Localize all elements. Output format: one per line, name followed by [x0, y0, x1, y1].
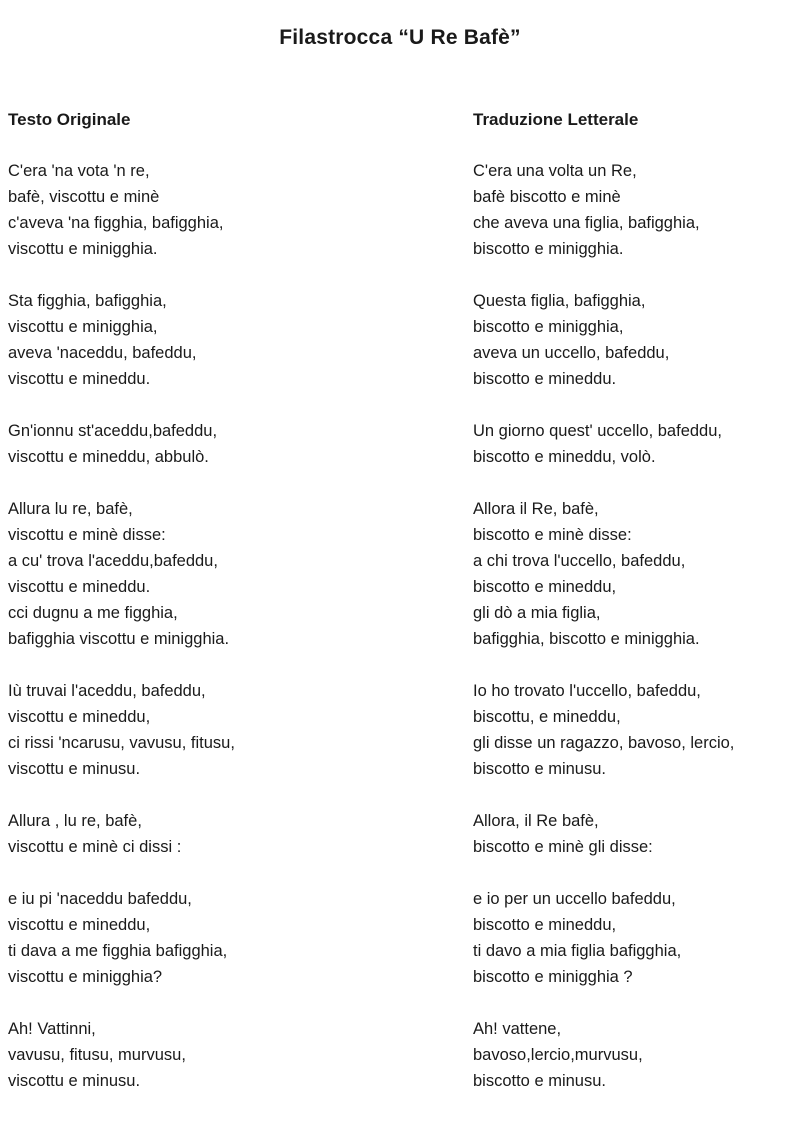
original-text-heading: Testo Originale [8, 110, 131, 129]
verse-line: Allora il Re, bafè, [473, 500, 599, 518]
verse-line: Un giorno quest' uccello, bafeddu, [473, 422, 722, 440]
original-stanza [8, 158, 458, 262]
original-stanza [8, 288, 458, 392]
verse-line: biscotto e minigghia, [473, 318, 624, 336]
original-stanza [8, 496, 458, 652]
verse-line: viscottu e mineddu. [8, 370, 151, 388]
verse-line: biscotto e minigghia ? [473, 968, 633, 986]
verse-line: biscotto e minusu. [473, 1072, 606, 1090]
translation-stanza [473, 288, 793, 392]
verse-line: viscottu e minigghia, [8, 318, 158, 336]
verse-line: viscottu e mineddu, abbulò. [8, 448, 209, 466]
verse-line: Questa figlia, bafigghia, [473, 292, 646, 310]
verse-line: vavusu, fitusu, murvusu, [8, 1046, 186, 1064]
verse-line: viscottu e mineddu. [8, 578, 151, 596]
original-stanza [8, 1016, 458, 1094]
verse-line: e io per un uccello bafeddu, [473, 890, 676, 908]
translation-column [473, 108, 793, 1120]
verse-line: gli dò a mia figlia, [473, 604, 601, 622]
verse-line: Ah! Vattinni, [8, 1020, 96, 1038]
translation-stanza [473, 1016, 793, 1094]
verse-line: bafigghia, biscotto e minigghia. [473, 630, 700, 648]
verse-line: bafè biscotto e minè [473, 188, 621, 206]
verse-line: biscotto e minè disse: [473, 526, 632, 544]
translation-stanza [473, 886, 793, 990]
original-text-column [8, 108, 458, 1120]
verse-line: viscottu e minigghia. [8, 240, 158, 258]
verse-line: biscotto e mineddu. [473, 370, 617, 388]
verse-line: Allura , lu re, bafè, [8, 812, 142, 830]
translation-stanzas [473, 158, 793, 1094]
verse-line: viscottu e mineddu, [8, 916, 151, 934]
translation-stanza [473, 496, 793, 652]
translation-heading: Traduzione Letterale [473, 110, 639, 129]
verse-line: biscotto e mineddu, [473, 916, 617, 934]
translation-stanza [473, 158, 793, 262]
original-stanza [8, 808, 458, 860]
verse-line: ti davo a mia figlia bafigghia, [473, 942, 682, 960]
verse-line: biscotto e mineddu, [473, 578, 617, 596]
verse-line: C'era 'na vota 'n re, [8, 162, 150, 180]
original-stanza [8, 418, 458, 470]
verse-line: bafigghia viscottu e minigghia. [8, 630, 230, 648]
verse-line: bafè, viscottu e minè [8, 188, 160, 206]
verse-line: Sta figghia, bafigghia, [8, 292, 167, 310]
translation-stanza [473, 808, 793, 860]
verse-line: e iu pi 'naceddu bafeddu, [8, 890, 192, 908]
verse-line: a cu' trova l'aceddu,bafeddu, [8, 552, 218, 570]
original-stanza [8, 678, 458, 782]
verse-line: Allura lu re, bafè, [8, 500, 133, 518]
verse-line: biscotto e minigghia. [473, 240, 624, 258]
verse-line: biscotto e minè gli disse: [473, 838, 653, 856]
page-title: Filastrocca “U Re Bafè” [279, 26, 521, 49]
original-stanza [8, 886, 458, 990]
verse-line: ti dava a me figghia bafigghia, [8, 942, 228, 960]
translation-stanza [473, 678, 793, 782]
verse-line: Ah! vattene, [473, 1020, 562, 1038]
verse-line: viscottu e minè ci dissi : [8, 838, 182, 856]
verse-line: C'era una volta un Re, [473, 162, 637, 180]
verse-line: Allora, il Re bafè, [473, 812, 599, 830]
verse-line: Io ho trovato l'uccello, bafeddu, [473, 682, 701, 700]
verse-line: aveva un uccello, bafeddu, [473, 344, 670, 362]
original-stanzas [8, 158, 458, 1094]
verse-line: viscottu e mineddu, [8, 708, 151, 726]
verse-line: biscotto e minusu. [473, 760, 606, 778]
verse-line: Iù truvai l'aceddu, bafeddu, [8, 682, 206, 700]
verse-line: viscottu e minusu. [8, 1072, 141, 1090]
verse-line: aveva 'naceddu, bafeddu, [8, 344, 197, 362]
verse-line: biscottu, e mineddu, [473, 708, 621, 726]
translation-stanza [473, 418, 793, 470]
verse-line: a chi trova l'uccello, bafeddu, [473, 552, 686, 570]
verse-line: biscotto e mineddu, volò. [473, 448, 656, 466]
verse-line: gli disse un ragazzo, bavoso, lercio, [473, 734, 735, 752]
verse-line: c'aveva 'na figghia, bafigghia, [8, 214, 224, 232]
verse-line: Gn'ionnu st'aceddu,bafeddu, [8, 422, 218, 440]
verse-line: viscottu e minusu. [8, 760, 141, 778]
verse-line: che aveva una figlia, bafigghia, [473, 214, 700, 232]
verse-line: viscottu e minè disse: [8, 526, 166, 544]
verse-line: bavoso,lercio,murvusu, [473, 1046, 643, 1064]
verse-line: ci rissi 'ncarusu, vavusu, fitusu, [8, 734, 235, 752]
verse-line: viscottu e minigghia? [8, 968, 163, 986]
verse-line: cci dugnu a me figghia, [8, 604, 178, 622]
